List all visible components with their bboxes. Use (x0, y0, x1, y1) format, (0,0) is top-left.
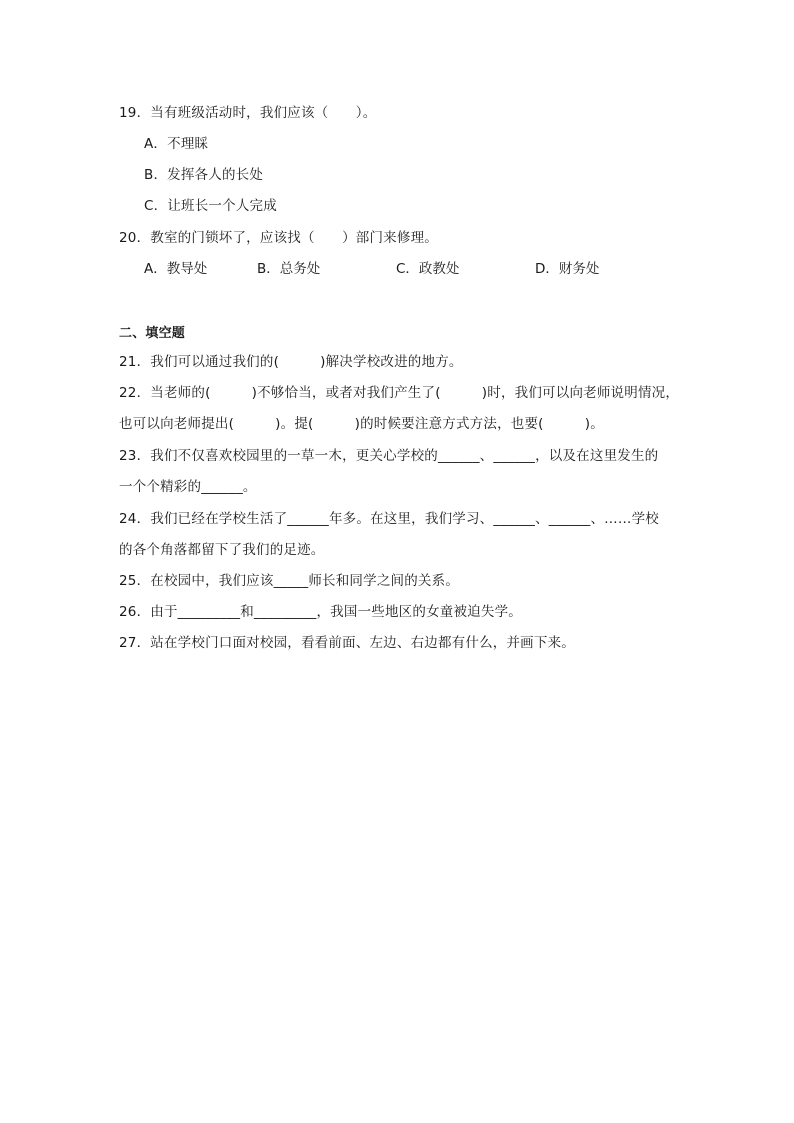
question-19-stem: 19．当有班级活动时，我们应该（ ）。 (119, 105, 377, 121)
question-26: 26．由于_________和_________，我国一些地区的女童被迫失学。 (119, 604, 522, 620)
question-22-line-2: 也可以向老师提出( )。提( )的时候要注意方式方法，也要( )。 (119, 416, 604, 432)
question-24-line-2: 的各个角落都留下了我们的足迹。 (119, 542, 325, 558)
question-20-option-a: A．教导处 (144, 261, 208, 277)
question-20-option-d: D．财务处 (535, 261, 600, 277)
question-19-option-b: B．发挥各人的长处 (144, 167, 264, 183)
question-23-line-2: 一个个精彩的______。 (119, 479, 257, 495)
question-25: 25．在校园中，我们应该_____师长和同学之间的关系。 (119, 573, 460, 589)
question-21: 21．我们可以通过我们的( )解决学校改进的地方。 (119, 354, 463, 370)
question-19-option-c: C．让班长一个人完成 (144, 198, 277, 214)
question-19-option-a: A．不理睬 (144, 136, 209, 152)
question-20-option-c: C．政教处 (396, 261, 460, 277)
question-24-line-1: 24．我们已经在学校生活了______年多。在这里，我们学习、______、______、……学校 (119, 511, 659, 527)
question-23-line-1: 23．我们不仅喜欢校园里的一草一木，更关心学校的______、______，以及在这里发生的 (119, 448, 659, 464)
question-27: 27．站在学校门口面对校园，看看前面、左边、右边都有什么，并画下来。 (119, 635, 575, 651)
question-22-line-1: 22．当老师的( )不够恰当，或者对我们产生了( )时，我们可以向老师说明情况， (119, 385, 680, 401)
question-20-stem: 20．教室的门锁坏了，应该找（ ）部门来修理。 (119, 230, 438, 246)
question-20-option-b: B．总务处 (257, 261, 321, 277)
section-title-fill-in: 二、填空题 (119, 326, 186, 341)
